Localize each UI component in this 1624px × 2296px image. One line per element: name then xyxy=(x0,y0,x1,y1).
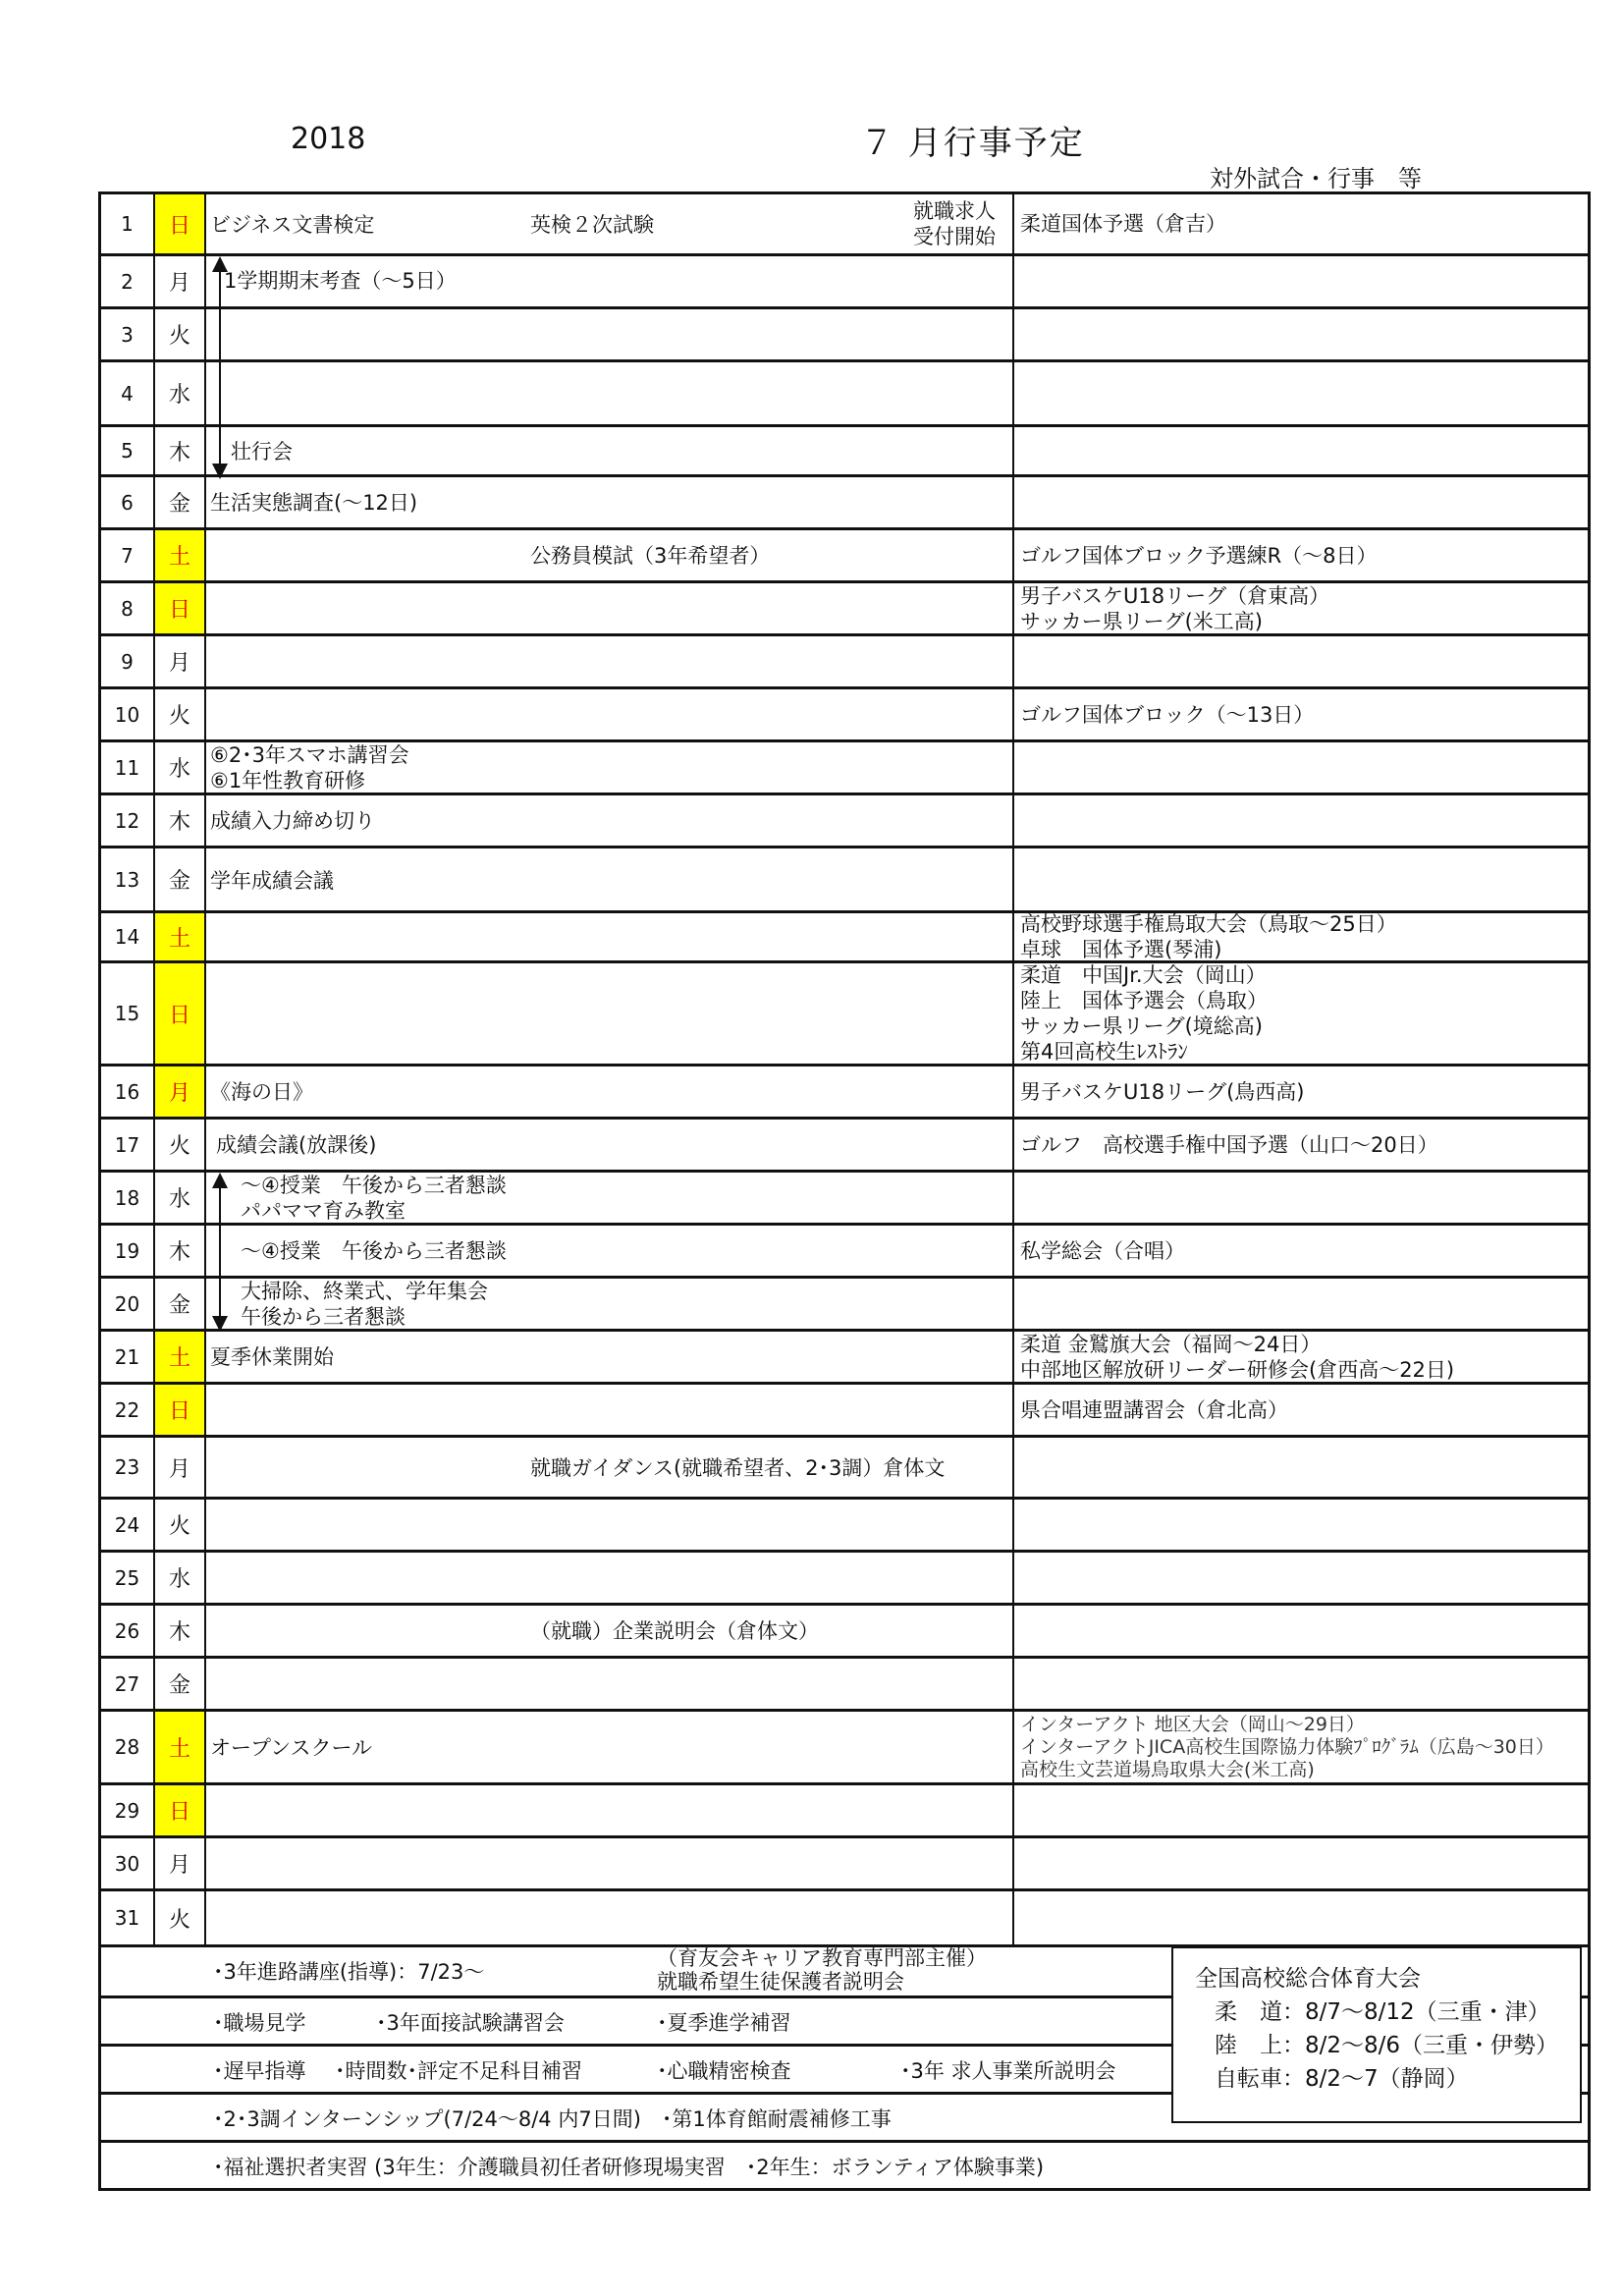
day-number: 22 xyxy=(101,1385,155,1435)
external-event: 高校野球選手権鳥取大会（鳥取～25日） xyxy=(1020,912,1397,936)
external-events-cell xyxy=(1014,1066,1588,1117)
schedule-table xyxy=(98,191,1591,2191)
external-events-cell xyxy=(1014,689,1588,739)
external-events-cell xyxy=(1014,1500,1588,1550)
day-row xyxy=(101,256,1588,309)
day-row xyxy=(101,689,1588,742)
weekday-label: 火 xyxy=(155,689,206,739)
weekday-label: 日 xyxy=(155,194,206,253)
day-number: 3 xyxy=(101,309,155,359)
weekday-label: 火 xyxy=(155,1891,206,1944)
school-events-cell xyxy=(206,477,1014,527)
conference-period-arrow xyxy=(219,1184,221,1320)
day-row xyxy=(101,1066,1588,1120)
interhigh-info-box xyxy=(1171,1946,1582,2123)
arrow-up-icon xyxy=(212,1173,228,1188)
school-event: 生活実態調査(～12日) xyxy=(210,491,418,515)
note-item: ･3年 求人事業所説明会 xyxy=(900,2059,1116,2083)
day-row xyxy=(101,309,1588,362)
school-event: 午後から三者懇談 xyxy=(241,1305,406,1329)
weekday-label: 火 xyxy=(155,1120,206,1170)
external-event: サッカー県リーグ(米工高) xyxy=(1020,609,1263,633)
school-events-cell xyxy=(206,1891,1014,1944)
external-event: 男子バスケU18リーグ（倉東高） xyxy=(1020,583,1330,608)
school-event: 1学期期末考査（～5日） xyxy=(224,269,457,293)
day-row xyxy=(101,1553,1588,1606)
external-events-cell xyxy=(1014,362,1588,424)
note-item: ･3年面接試験講習会 xyxy=(376,2011,565,2035)
external-events-cell xyxy=(1014,1785,1588,1835)
day-row xyxy=(101,1606,1588,1659)
day-number: 29 xyxy=(101,1785,155,1835)
school-events-cell xyxy=(206,1120,1014,1170)
interhigh-title: 全国高校総合体育大会 xyxy=(1195,1966,1421,1992)
school-events-cell xyxy=(206,742,1014,793)
day-number: 7 xyxy=(101,530,155,580)
school-event: ～④授業 午後から三者懇談 xyxy=(241,1174,507,1197)
external-event: 県合唱連盟講習会（倉北高） xyxy=(1020,1397,1288,1422)
school-events-cell xyxy=(206,1066,1014,1117)
external-events-cell xyxy=(1014,1120,1588,1170)
external-events-cell xyxy=(1014,742,1588,793)
day-number: 13 xyxy=(101,848,155,910)
day-number: 20 xyxy=(101,1279,155,1329)
external-events-cell xyxy=(1014,1385,1588,1435)
year-label: 2018 xyxy=(291,122,366,156)
external-events-cell xyxy=(1014,1226,1588,1276)
external-events-cell xyxy=(1014,1659,1588,1709)
weekday-label: 水 xyxy=(155,742,206,793)
school-event: 就職求人 xyxy=(913,199,996,223)
external-event: 卓球 国体予選(琴浦) xyxy=(1020,938,1222,961)
weekday-label: 日 xyxy=(155,583,206,633)
school-event: 夏季休業開始 xyxy=(210,1345,334,1369)
school-events-cell xyxy=(206,848,1014,910)
external-event: 柔道 金鷲旗大会（福岡～24日） xyxy=(1020,1332,1322,1356)
day-row xyxy=(101,477,1588,530)
external-event: ゴルフ国体ブロック（～13日） xyxy=(1020,702,1315,727)
school-events-cell xyxy=(206,1332,1014,1382)
day-row xyxy=(101,1120,1588,1173)
school-events-cell xyxy=(206,1385,1014,1435)
weekday-label: 土 xyxy=(155,1712,206,1782)
external-events-cell xyxy=(1014,1279,1588,1329)
school-event: 受付開始 xyxy=(913,225,996,248)
external-event: インターアクト 地区大会（岡山～29日） xyxy=(1020,1713,1365,1735)
external-events-cell xyxy=(1014,848,1588,910)
school-event: ⑥1年性教育研修 xyxy=(210,769,366,793)
external-event: サッカー県リーグ(境総高) xyxy=(1020,1014,1263,1038)
external-events-cell xyxy=(1014,963,1588,1064)
day-row xyxy=(101,530,1588,583)
school-events-cell xyxy=(206,309,1014,359)
day-row xyxy=(101,742,1588,795)
school-event: ⑥2･3年スマホ講習会 xyxy=(210,743,409,767)
external-event: ゴルフ国体ブロック予選練R（～8日） xyxy=(1020,543,1378,568)
external-events-cell xyxy=(1014,1438,1588,1497)
day-number: 6 xyxy=(101,477,155,527)
day-number: 12 xyxy=(101,795,155,846)
school-event: （就職）企業説明会（倉体文） xyxy=(530,1619,819,1643)
weekday-label: 日 xyxy=(155,963,206,1064)
weekday-label: 金 xyxy=(155,1659,206,1709)
note-item: （育友会キャリア教育専門部主催） xyxy=(657,1946,987,1970)
school-events-cell xyxy=(206,1173,1014,1223)
school-events-cell xyxy=(206,1438,1014,1497)
weekday-label: 水 xyxy=(155,1173,206,1223)
school-events-cell xyxy=(206,963,1014,1064)
school-events-cell xyxy=(206,427,1014,474)
day-row xyxy=(101,1659,1588,1712)
weekday-label: 金 xyxy=(155,477,206,527)
external-events-cell xyxy=(1014,1332,1588,1382)
external-events-cell xyxy=(1014,636,1588,686)
note-item: 就職希望生徒保護者説明会 xyxy=(657,1970,904,1994)
note-item: ･福祉選択者実習 (3年生：介護職員初任者研修現場実習 ･2年生：ボランティア体験事業) xyxy=(213,2156,1045,2179)
school-event: 《海の日》 xyxy=(210,1080,313,1104)
external-event: 男子バスケU18リーグ(鳥西高) xyxy=(1020,1079,1305,1104)
weekday-label: 金 xyxy=(155,848,206,910)
school-events-cell xyxy=(206,636,1014,686)
external-events-cell xyxy=(1014,583,1588,633)
external-event: 第4回高校生ﾚｽﾄﾗﾝ xyxy=(1020,1040,1188,1064)
day-number: 16 xyxy=(101,1066,155,1117)
arrow-down-icon xyxy=(212,1316,228,1332)
interhigh-line: 柔 道：8/7～8/12（三重・津） xyxy=(1215,1999,1550,2025)
external-event: 高校生文芸道場鳥取県大会(米工高) xyxy=(1020,1758,1315,1780)
day-number: 8 xyxy=(101,583,155,633)
day-row xyxy=(101,194,1588,256)
note-item: ･3年進路講座(指導)：7/23～ xyxy=(213,1960,485,1984)
day-number: 5 xyxy=(101,427,155,474)
day-row xyxy=(101,1712,1588,1785)
school-events-cell xyxy=(206,1838,1014,1888)
school-events-cell xyxy=(206,256,1014,306)
school-event: ～④授業 午後から三者懇談 xyxy=(241,1239,507,1263)
weekday-label: 火 xyxy=(155,309,206,359)
external-event: 柔道国体予選（倉吉） xyxy=(1020,212,1226,236)
school-events-cell xyxy=(206,1553,1014,1603)
day-number: 27 xyxy=(101,1659,155,1709)
external-events-cell xyxy=(1014,256,1588,306)
school-event: 大掃除、終業式、学年集会 xyxy=(241,1280,488,1303)
note-item: ･遅早指導 xyxy=(213,2059,306,2083)
day-number: 4 xyxy=(101,362,155,424)
day-row xyxy=(101,1385,1588,1438)
day-number: 19 xyxy=(101,1226,155,1276)
external-events-cell xyxy=(1014,309,1588,359)
external-event: 中部地区解放研リーダー研修会(倉西高～22日) xyxy=(1020,1357,1455,1382)
day-row xyxy=(101,1173,1588,1226)
weekday-label: 土 xyxy=(155,1332,206,1382)
external-events-cell xyxy=(1014,477,1588,527)
school-event: 成績会議(放課後) xyxy=(216,1133,377,1157)
external-events-cell xyxy=(1014,427,1588,474)
school-events-cell xyxy=(206,362,1014,424)
external-events-cell xyxy=(1014,1891,1588,1944)
external-events-cell xyxy=(1014,913,1588,960)
day-number: 26 xyxy=(101,1606,155,1656)
weekday-label: 木 xyxy=(155,795,206,846)
day-row xyxy=(101,848,1588,913)
weekday-label: 水 xyxy=(155,1553,206,1603)
school-events-cell xyxy=(206,1606,1014,1656)
school-events-cell xyxy=(206,194,1014,253)
day-row xyxy=(101,1226,1588,1279)
exam-period-arrow xyxy=(219,268,221,467)
school-events-cell xyxy=(206,795,1014,846)
school-event: 英検２次試験 xyxy=(530,213,654,237)
day-number: 15 xyxy=(101,963,155,1064)
arrow-down-icon xyxy=(212,464,228,479)
day-number: 30 xyxy=(101,1838,155,1888)
day-row xyxy=(101,963,1588,1066)
day-row xyxy=(101,636,1588,689)
school-event: 成績入力締め切り xyxy=(210,809,375,833)
external-events-cell xyxy=(1014,795,1588,846)
school-events-cell xyxy=(206,1500,1014,1550)
external-events-cell xyxy=(1014,530,1588,580)
external-event: 柔道 中国Jr.大会（岡山） xyxy=(1020,963,1267,987)
day-number: 9 xyxy=(101,636,155,686)
school-event: オープンスクール xyxy=(210,1736,373,1760)
school-events-cell xyxy=(206,1712,1014,1782)
external-events-cell xyxy=(1014,1838,1588,1888)
weekday-label: 日 xyxy=(155,1785,206,1835)
school-events-cell xyxy=(206,1226,1014,1276)
note-row xyxy=(101,2140,1588,2188)
external-events-cell xyxy=(1014,1712,1588,1782)
day-row xyxy=(101,427,1588,477)
weekday-label: 木 xyxy=(155,1226,206,1276)
external-events-heading: 対外試合・行事 等 xyxy=(1210,165,1422,192)
external-event: インターアクトJICA高校生国際協力体験ﾌﾟﾛｸﾞﾗﾑ（広島～30日） xyxy=(1020,1735,1554,1758)
day-number: 21 xyxy=(101,1332,155,1382)
external-events-cell xyxy=(1014,1606,1588,1656)
day-number: 17 xyxy=(101,1120,155,1170)
school-event: 公務員模試（3年希望者） xyxy=(530,544,771,568)
arrow-up-icon xyxy=(212,256,228,272)
day-row xyxy=(101,1500,1588,1553)
day-number: 2 xyxy=(101,256,155,306)
weekday-label: 木 xyxy=(155,427,206,474)
school-events-cell xyxy=(206,1279,1014,1329)
weekday-label: 月 xyxy=(155,1066,206,1117)
school-event: 壮行会 xyxy=(231,440,293,464)
weekday-label: 火 xyxy=(155,1500,206,1550)
note-item: ･職場見学 xyxy=(213,2011,306,2035)
weekday-label: 月 xyxy=(155,256,206,306)
day-row xyxy=(101,1891,1588,1944)
note-item: ･心職精密検査 xyxy=(657,2059,791,2083)
day-number: 10 xyxy=(101,689,155,739)
weekday-label: 月 xyxy=(155,1438,206,1497)
school-events-cell xyxy=(206,530,1014,580)
day-row xyxy=(101,362,1588,427)
day-row xyxy=(101,913,1588,963)
day-number: 18 xyxy=(101,1173,155,1223)
school-events-cell xyxy=(206,913,1014,960)
school-events-cell xyxy=(206,689,1014,739)
page-title: ７ 月行事予定 xyxy=(860,124,1085,163)
day-number: 28 xyxy=(101,1712,155,1782)
day-row xyxy=(101,1438,1588,1500)
weekday-label: 木 xyxy=(155,1606,206,1656)
weekday-label: 日 xyxy=(155,1385,206,1435)
external-event: 陸上 国体予選会（鳥取） xyxy=(1020,989,1268,1012)
school-events-cell xyxy=(206,1785,1014,1835)
day-row xyxy=(101,1785,1588,1838)
weekday-label: 水 xyxy=(155,362,206,424)
weekday-label: 月 xyxy=(155,636,206,686)
day-row xyxy=(101,1332,1588,1385)
weekday-label: 土 xyxy=(155,530,206,580)
external-event: ゴルフ 高校選手権中国予選（山口～20日） xyxy=(1020,1132,1438,1157)
note-item: ･夏季進学補習 xyxy=(657,2011,791,2035)
external-event: 私学総会（合唱） xyxy=(1020,1238,1185,1263)
note-item: ･2･3調インターンシップ(7/24～8/4 内7日間) ･第1体育館耐震補修工事 xyxy=(213,2107,892,2131)
day-number: 31 xyxy=(101,1891,155,1944)
interhigh-line: 自転車：8/2～7（静岡） xyxy=(1215,2066,1469,2092)
school-event: パパママ育み教室 xyxy=(241,1199,406,1223)
day-number: 25 xyxy=(101,1553,155,1603)
external-events-cell xyxy=(1014,1173,1588,1223)
day-row xyxy=(101,1838,1588,1891)
weekday-label: 金 xyxy=(155,1279,206,1329)
day-row xyxy=(101,1279,1588,1332)
external-events-cell xyxy=(1014,1553,1588,1603)
school-event: 就職ガイダンス(就職希望者、2･3調）倉体文 xyxy=(530,1456,946,1480)
school-events-cell xyxy=(206,1659,1014,1709)
weekday-label: 土 xyxy=(155,913,206,960)
day-number: 23 xyxy=(101,1438,155,1497)
school-events-cell xyxy=(206,583,1014,633)
school-event: 学年成績会議 xyxy=(210,869,334,893)
interhigh-line: 陸 上：8/2～8/6（三重・伊勢） xyxy=(1215,2033,1559,2058)
day-number: 1 xyxy=(101,194,155,253)
day-number: 24 xyxy=(101,1500,155,1550)
external-events-cell xyxy=(1014,194,1588,253)
weekday-label: 月 xyxy=(155,1838,206,1888)
day-row xyxy=(101,583,1588,636)
school-event: ビジネス文書検定 xyxy=(210,213,375,237)
note-item: ･時間数･評定不足科目補習 xyxy=(335,2059,582,2083)
day-row xyxy=(101,795,1588,848)
day-number: 11 xyxy=(101,742,155,793)
day-number: 14 xyxy=(101,913,155,960)
